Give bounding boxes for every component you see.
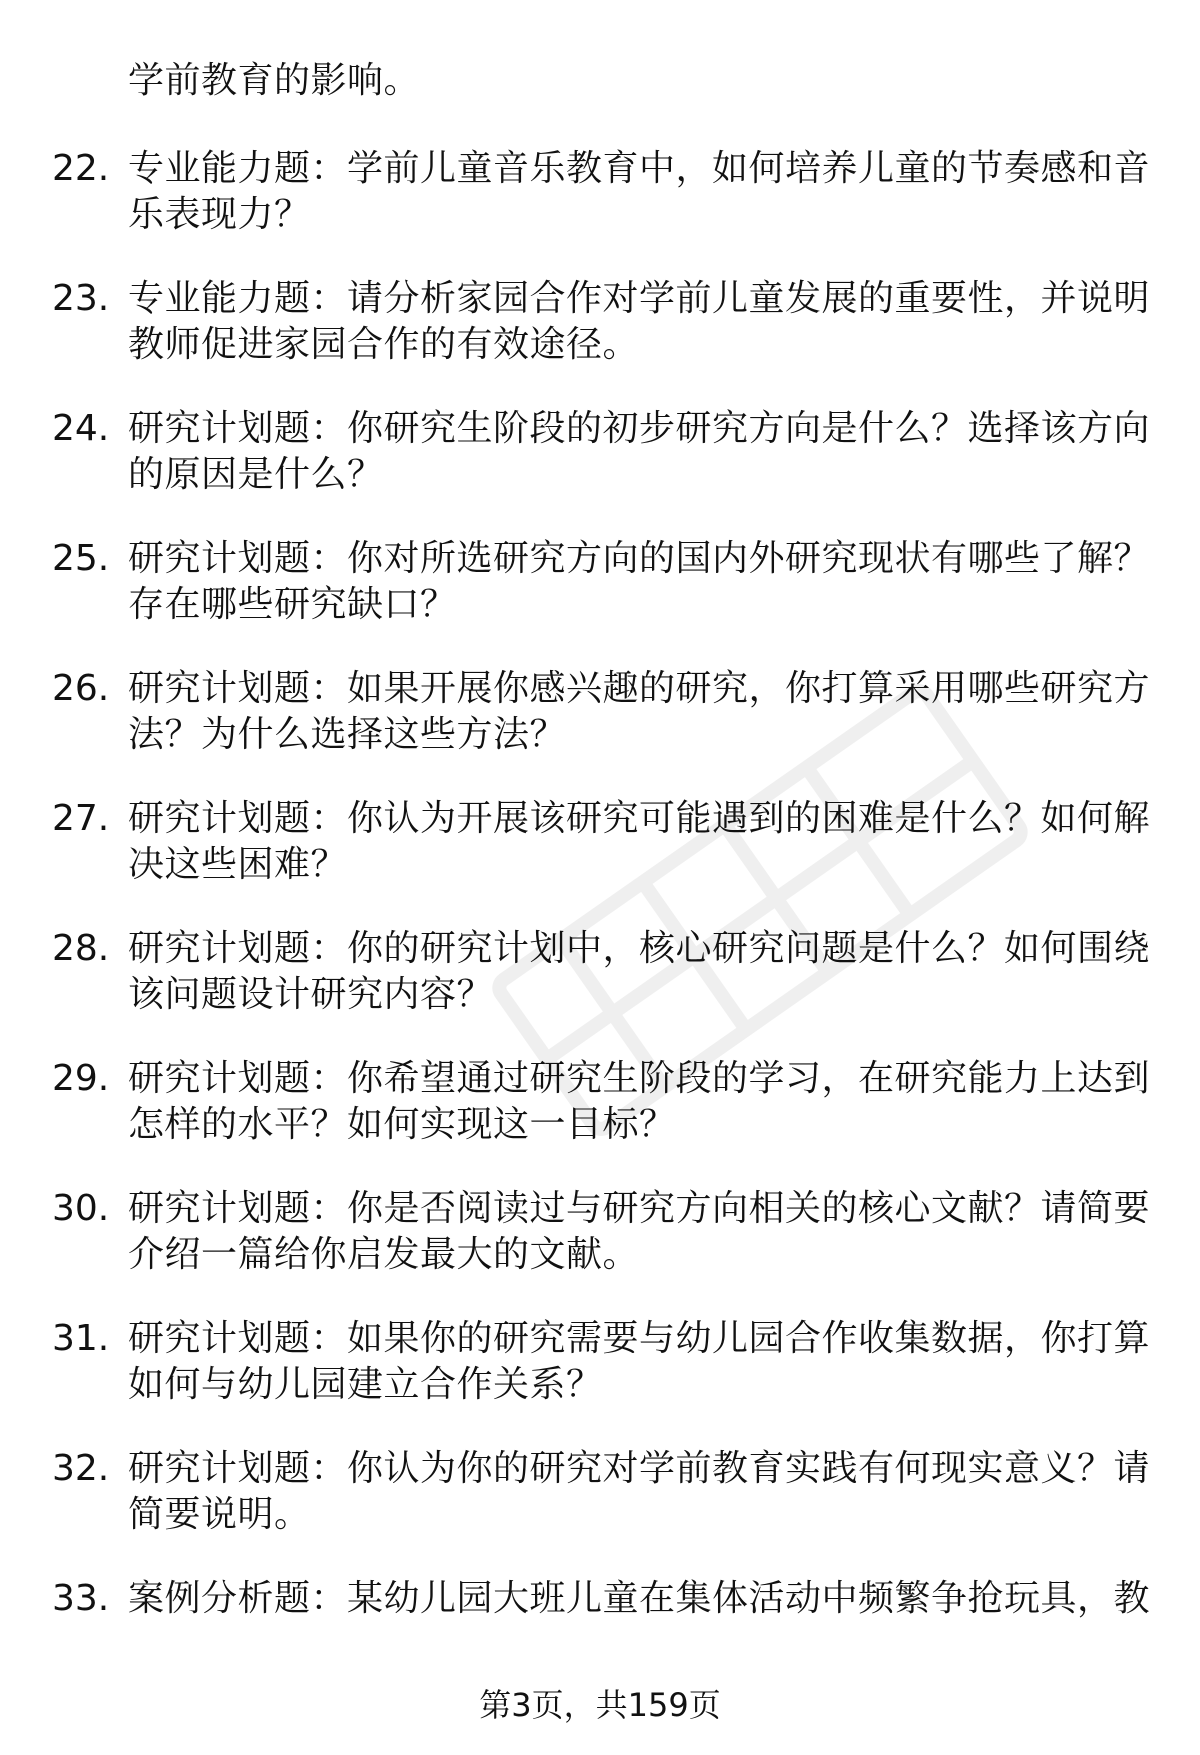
question-text — [128, 1186, 1151, 1278]
question-line: 如何与幼儿园建立合作关系？ — [128, 1364, 603, 1405]
question-text — [128, 1316, 1151, 1408]
question-line: 专业能力题：请分析家园合作对学前儿童发展的重要性，并说明 — [128, 278, 1151, 319]
question-text — [128, 1576, 1151, 1622]
question-number: 23. — [52, 278, 110, 319]
question-line: 研究计划题：你是否阅读过与研究方向相关的核心文献？请简要 — [128, 1188, 1151, 1229]
question-line: 简要说明。 — [128, 1494, 311, 1535]
question-item — [0, 270, 1200, 400]
question-line: 案例分析题：某幼儿园大班儿童在集体活动中频繁争抢玩具，教 — [128, 1578, 1151, 1619]
question-line: 法？为什么选择这些方法？ — [128, 714, 567, 755]
question-item — [0, 1050, 1200, 1180]
question-item — [0, 920, 1200, 1050]
question-number: 33. — [52, 1578, 110, 1619]
question-line: 研究计划题：如果你的研究需要与幼儿园合作收集数据，你打算 — [128, 1318, 1151, 1359]
question-text — [128, 536, 1151, 628]
question-line: 研究计划题：如果开展你感兴趣的研究，你打算采用哪些研究方 — [128, 668, 1151, 709]
question-line: 研究计划题：你对所选研究方向的国内外研究现状有哪些了解？ — [128, 538, 1151, 579]
question-line: 怎样的水平？如何实现这一目标？ — [128, 1104, 676, 1145]
question-line: 研究计划题：你的研究计划中，核心研究问题是什么？如何围绕 — [128, 928, 1151, 969]
question-text — [128, 276, 1151, 368]
question-number: 22. — [52, 148, 110, 189]
question-item — [0, 1440, 1200, 1570]
question-text — [128, 926, 1151, 1018]
question-line: 决这些困难？ — [128, 844, 348, 885]
question-item — [0, 790, 1200, 920]
question-item — [0, 660, 1200, 790]
question-list — [0, 140, 1200, 1700]
question-number: 31. — [52, 1318, 110, 1359]
question-line: 研究计划题：你认为你的研究对学前教育实践有何现实意义？请 — [128, 1448, 1151, 1489]
question-item — [0, 530, 1200, 660]
question-number: 30. — [52, 1188, 110, 1229]
question-item — [0, 1180, 1200, 1310]
question-line: 该问题设计研究内容？ — [128, 974, 494, 1015]
question-line: 研究计划题：你研究生阶段的初步研究方向是什么？选择该方向 — [128, 408, 1151, 449]
question-line: 研究计划题：你希望通过研究生阶段的学习，在研究能力上达到 — [128, 1058, 1151, 1099]
question-line: 介绍一篇给你启发最大的文献。 — [128, 1234, 640, 1275]
continuation-text: 学前教育的影响。 — [128, 60, 421, 101]
question-item — [0, 140, 1200, 270]
question-line: 存在哪些研究缺口？ — [128, 584, 457, 625]
question-item — [0, 1310, 1200, 1440]
question-text — [128, 406, 1151, 498]
question-item — [0, 400, 1200, 530]
question-number: 28. — [52, 928, 110, 969]
question-line: 研究计划题：你认为开展该研究可能遇到的困难是什么？如何解 — [128, 798, 1151, 839]
question-number: 26. — [52, 668, 110, 709]
question-text — [128, 796, 1151, 888]
question-text — [128, 1446, 1151, 1538]
question-number: 27. — [52, 798, 110, 839]
question-text — [128, 146, 1151, 238]
question-number: 32. — [52, 1448, 110, 1489]
question-item — [0, 1570, 1200, 1700]
question-text — [128, 1056, 1151, 1148]
question-number: 24. — [52, 408, 110, 449]
page-footer: 第3页，共159页 — [479, 1686, 721, 1724]
question-number: 25. — [52, 538, 110, 579]
question-line: 教师促进家园合作的有效途径。 — [128, 324, 640, 365]
question-text — [128, 666, 1151, 758]
question-line: 的原因是什么？ — [128, 454, 384, 495]
question-line: 专业能力题：学前儿童音乐教育中，如何培养儿童的节奏感和音 — [128, 148, 1151, 189]
question-number: 29. — [52, 1058, 110, 1099]
question-line: 乐表现力？ — [128, 194, 311, 235]
